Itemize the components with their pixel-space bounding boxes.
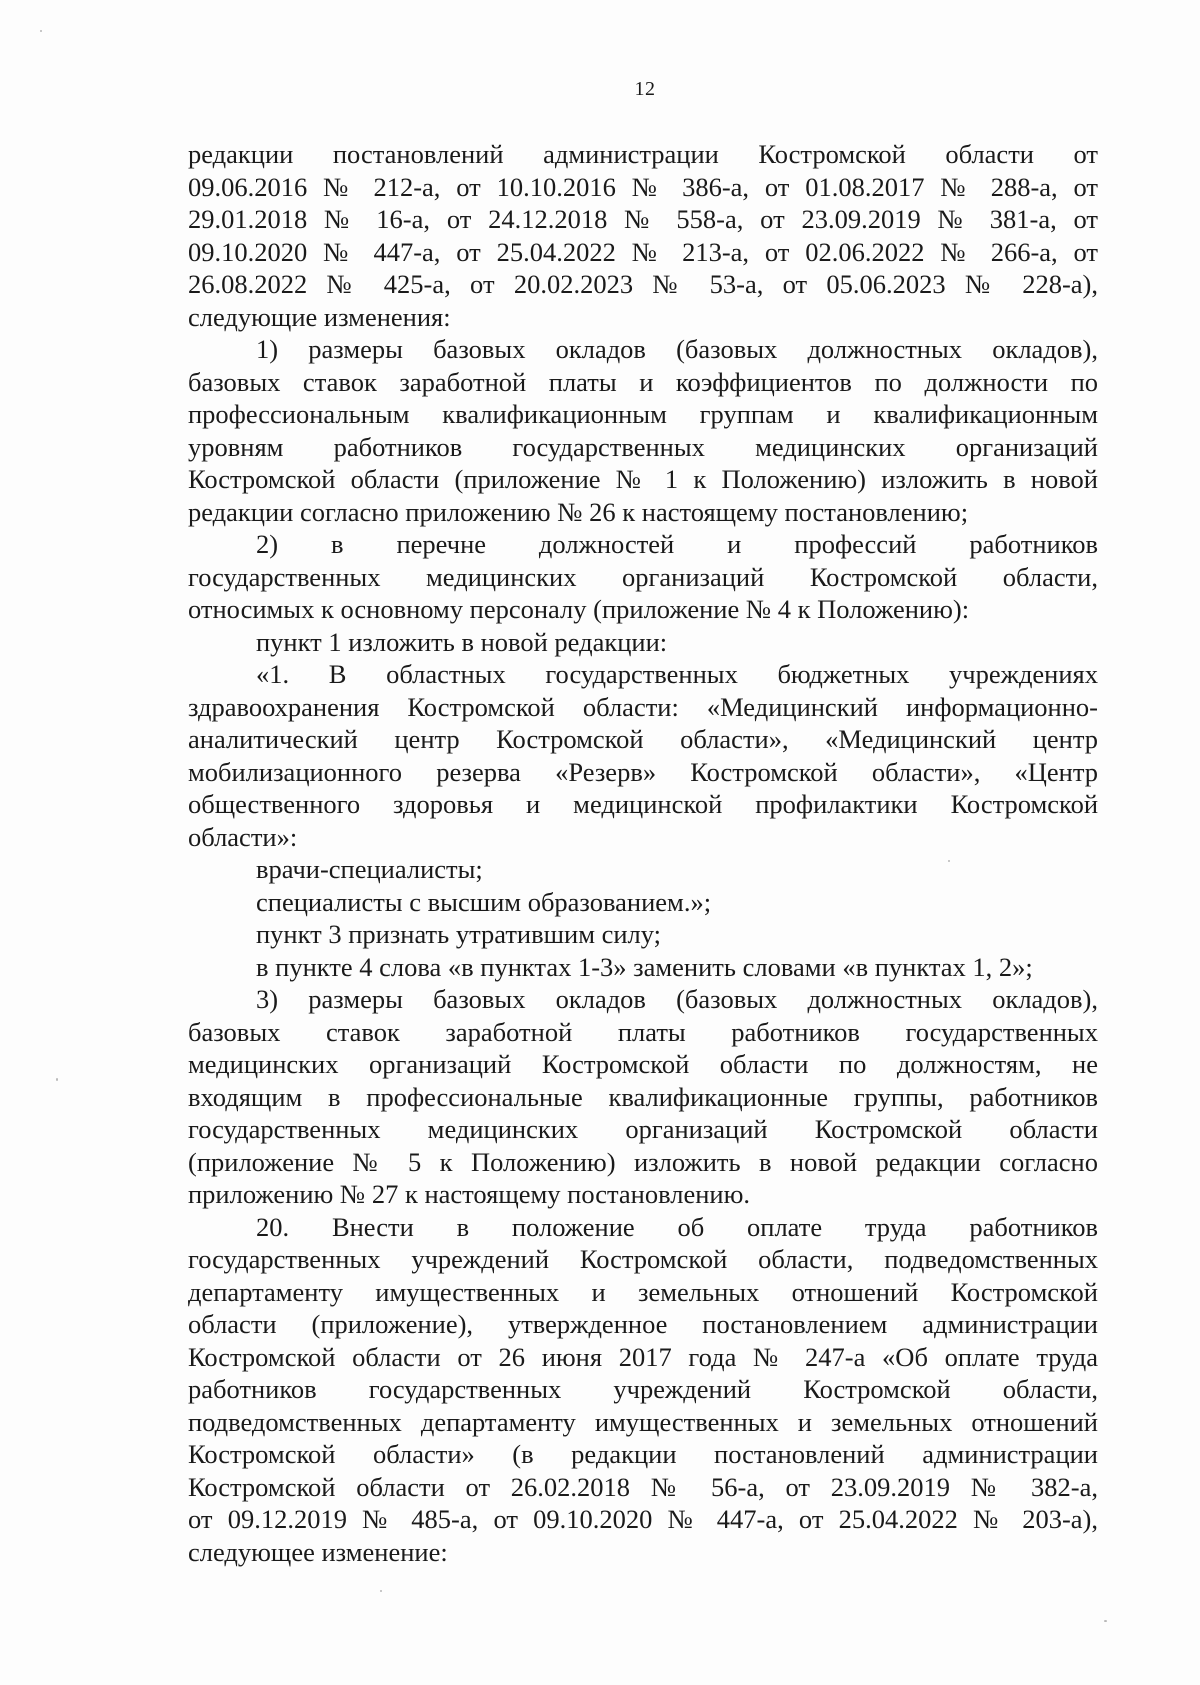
text-line: «1. В областных государственных бюджетных учреждениях (256, 659, 1098, 689)
text-line: 20. Внести в положение об оплате труда работников (256, 1211, 1098, 1242)
text-line: Костромской области (приложение № 1 к Положению) изложить в новой (188, 464, 1098, 494)
scan-speck (948, 860, 950, 862)
text-line: области»: (188, 821, 298, 852)
text-line: 3) размеры базовых окладов (базовых должностных окладов), (256, 984, 1098, 1014)
text-line: пункт 1 изложить в новой редакции: (256, 626, 668, 657)
text-line: 2) в перечне должностей и профессий работников (256, 529, 1098, 559)
document-body (188, 138, 1098, 1568)
text-line: Костромской области» (в редакции постановлений администрации (188, 1439, 1098, 1469)
text-line: государственных учреждений Костромской области, подведомственных (188, 1244, 1098, 1274)
text-line: пункт 3 признать утратившим силу; (256, 919, 662, 949)
text-line: общественного здоровья и медицинской профилактики Костромской (188, 789, 1098, 819)
text-line: от 09.12.2019 № 485-а, от 09.10.2020 № 447-а, от 25.04.2022 № 203-а), (188, 1504, 1098, 1534)
text-line: области (приложение), утвержденное постановлением администрации (188, 1309, 1098, 1339)
text-line: государственных медицинских организаций Костромской области (188, 1114, 1098, 1144)
text-line: в пункте 4 слова «в пунктах 1-3» заменить словами «в пунктах 1, 2»; (256, 951, 1033, 982)
text-line: редакции согласно приложению № 26 к настоящему постановлению; (188, 496, 969, 527)
text-line: государственных медицинских организаций Костромской области, (188, 561, 1098, 592)
text-line: Костромской области от 26 июня 2017 года № 247-а «Об оплате труда (188, 1341, 1098, 1372)
text-line: врачи-специалисты; (256, 854, 483, 884)
page-number: 12 (634, 78, 656, 100)
text-line: Костромской области от 26.02.2018 № 56-а, от 23.09.2019 № 382-а, (188, 1471, 1098, 1502)
text-line: базовых ставок заработной платы и коэффициентов по должности по (188, 366, 1098, 397)
text-line: специалисты с высшим образованием.»; (256, 886, 712, 917)
text-line: следующие изменения: (188, 301, 451, 332)
text-line: 09.10.2020 № 447-а, от 25.04.2022 № 213-а, от 02.06.2022 № 266-а, от (188, 236, 1098, 267)
text-line: мобилизационного резерва «Резерв» Костромской области», «Центр (188, 756, 1098, 787)
scan-speck (56, 1078, 58, 1081)
text-line: редакции постановлений администрации Костромской области от (188, 139, 1098, 169)
text-line: входящим в профессиональные квалификационные группы, работников (188, 1081, 1098, 1112)
text-line: 29.01.2018 № 16-а, от 24.12.2018 № 558-а, от 23.09.2019 № 381-а, от (188, 204, 1098, 234)
text-line: 09.06.2016 № 212-а, от 10.10.2016 № 386-а, от 01.08.2017 № 288-а, от (188, 171, 1098, 202)
text-line: медицинских организаций Костромской области по должностям, не (188, 1049, 1098, 1079)
text-line: аналитический центр Костромской области», «Медицинский центр (188, 724, 1098, 754)
text-line: здравоохранения Костромской области: «Медицинский информационно- (188, 691, 1098, 722)
text-line: департаменту имущественных и земельных отношений Костромской (188, 1276, 1098, 1307)
text-line: профессиональным квалификационным группам и квалификационным (188, 399, 1098, 429)
text-line: относимых к основному персоналу (приложение № 4 к Положению): (188, 594, 970, 624)
text-line: уровням работников государственных медицинских организаций (188, 431, 1098, 462)
scan-speck (380, 1590, 382, 1592)
text-line: приложению № 27 к настоящему постановлению. (188, 1179, 751, 1209)
text-line: базовых ставок заработной платы работников государственных (188, 1016, 1098, 1047)
text-line: 1) размеры базовых окладов (базовых должностных окладов), (256, 334, 1098, 364)
text-line: подведомственных департаменту имущественных и земельных отношений (188, 1406, 1098, 1437)
text-line: (приложение № 5 к Положению) изложить в новой редакции согласно (188, 1146, 1098, 1177)
text-line: следующее изменение: (188, 1536, 448, 1567)
text-line: работников государственных учреждений Костромской области, (188, 1374, 1098, 1404)
text-line: 26.08.2022 № 425-а, от 20.02.2023 № 53-а, от 05.06.2023 № 228-а), (188, 269, 1098, 299)
scan-speck (40, 30, 42, 32)
scan-speck (1104, 1620, 1107, 1622)
